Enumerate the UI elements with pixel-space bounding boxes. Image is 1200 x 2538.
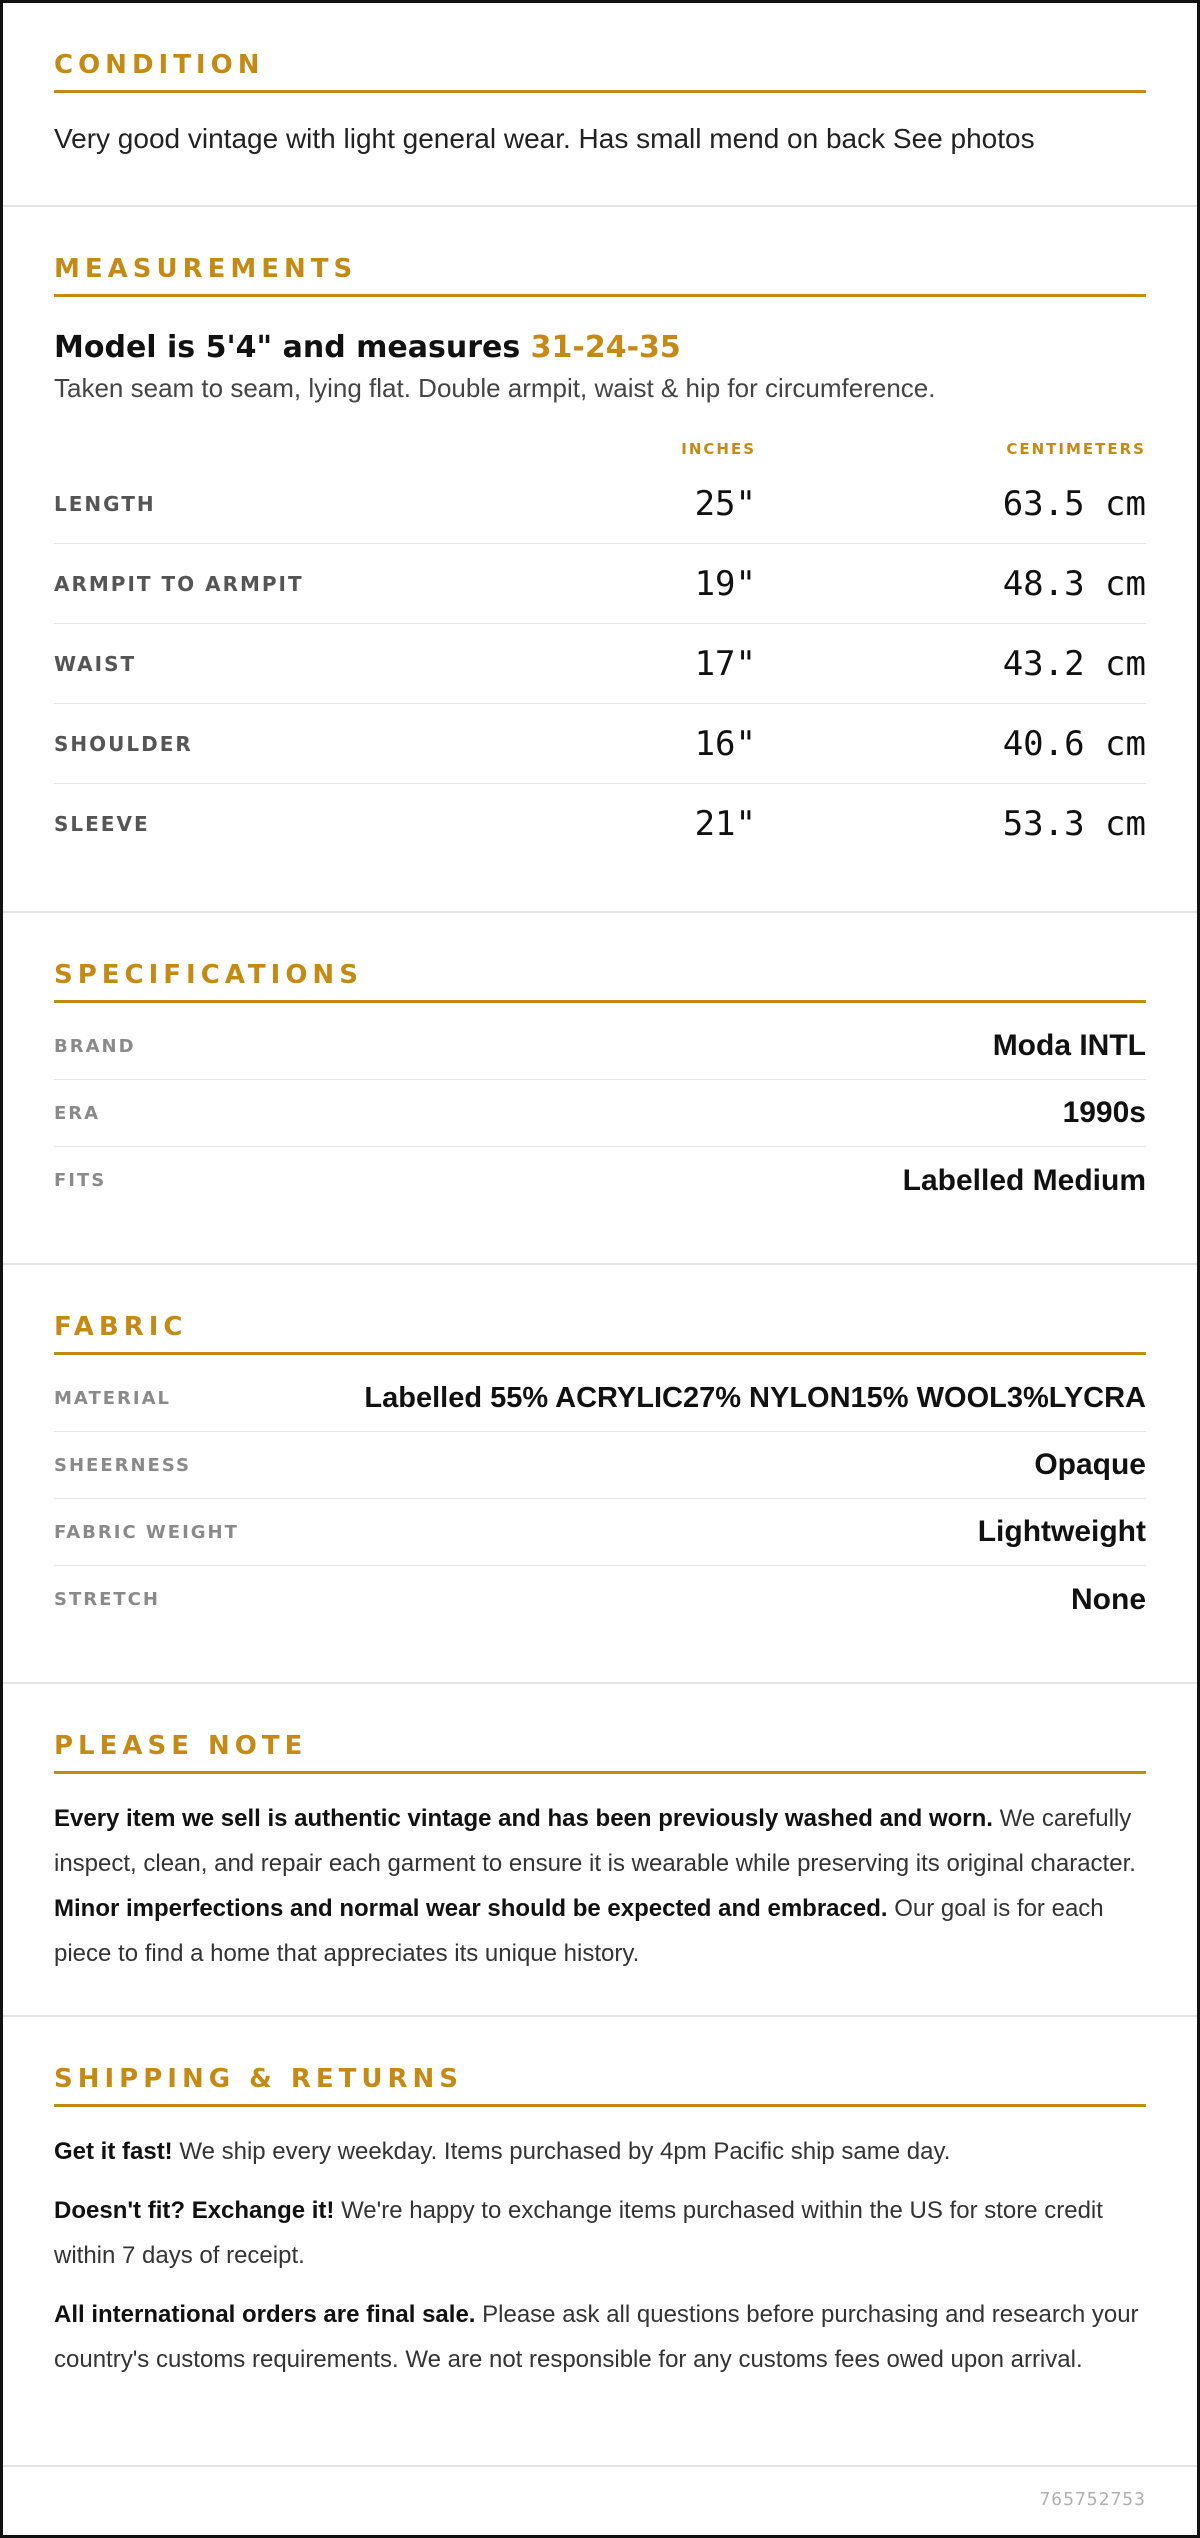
- fabric-row: [54, 1432, 1146, 1499]
- spec-row: [54, 1013, 1146, 1080]
- fabric-value: Lightweight: [977, 1515, 1146, 1548]
- shipping-text-1: We ship every weekday. Items purchased by 4pm Pacific ship same day.: [172, 2138, 951, 2165]
- note-bold-1: Every item we sell is authentic vintage and has been previously washed and worn.: [54, 1805, 993, 1832]
- measurement-label: SLEEVE: [54, 812, 150, 836]
- fabric-label: FABRIC WEIGHT: [54, 1521, 239, 1543]
- fabric-label: SHEERNESS: [54, 1454, 191, 1476]
- product-id: 765752753: [1039, 2489, 1146, 2510]
- shipping-para-fast: [54, 2129, 1146, 2174]
- model-info: [54, 330, 1146, 365]
- fabric-value: None: [1071, 1582, 1146, 1616]
- specifications-table: [54, 1013, 1146, 1214]
- specifications-title: SPECIFICATIONS: [54, 960, 1146, 1003]
- spec-label: FITS: [54, 1170, 107, 1191]
- measurement-label: SHOULDER: [54, 731, 193, 756]
- measurement-label: LENGTH: [54, 491, 156, 516]
- spec-row: [54, 1147, 1146, 1214]
- shipping-para-exchange: [54, 2188, 1146, 2278]
- fabric-value: Labelled 55% ACRYLIC27% NYLON15% WOOL3%LYCRA: [364, 1381, 1146, 1414]
- condition-section: [3, 3, 1197, 207]
- measurement-label: WAIST: [54, 651, 137, 676]
- note-text-2: Our goal is for each piece to find a home that appreciates its unique history.: [54, 1895, 1104, 1967]
- fabric-title: FABRIC: [54, 1312, 1146, 1355]
- spec-row: [54, 1080, 1146, 1147]
- note-text-1: We carefully inspect, clean, and repair each garment to ensure it is wearable while preserving its original character.: [54, 1805, 1136, 1877]
- please-note-title: PLEASE NOTE: [54, 1731, 1146, 1774]
- fabric-label: MATERIAL: [54, 1387, 171, 1409]
- measurement-note: Taken seam to seam, lying flat. Double armpit, waist & hip for circumference.: [54, 373, 936, 403]
- shipping-text-3: Please ask all questions before purchasing and research your country's customs requirements. We are not responsible for any customs fees owed upon arrival.: [54, 2301, 1139, 2373]
- spec-value: Labelled Medium: [902, 1163, 1146, 1197]
- shipping-bold-2: Doesn't fit? Exchange it!: [54, 2197, 335, 2224]
- shipping-para-international: [54, 2292, 1146, 2382]
- measurement-inches: 17": [694, 643, 756, 684]
- measurements-section: [3, 207, 1197, 913]
- shipping-bold-1: Get it fast!: [54, 2138, 173, 2165]
- condition-text: Very good vintage with light general wear. Has small mend on back See photos: [54, 123, 1035, 154]
- spec-label: ERA: [54, 1102, 101, 1124]
- measurement-row: [54, 544, 1146, 624]
- fabric-row: [54, 1365, 1146, 1432]
- fabric-row: [54, 1499, 1146, 1566]
- measurement-inches: 19": [694, 563, 756, 604]
- measurement-label: ARMPIT TO ARMPIT: [54, 571, 304, 596]
- centimeters-column-header: CENTIMETERS: [1006, 440, 1146, 458]
- fabric-label: STRETCH: [54, 1589, 160, 1610]
- fabric-table: [54, 1365, 1146, 1633]
- measurement-table: [54, 464, 1146, 864]
- measurement-cm: 40.6 cm: [1002, 723, 1146, 764]
- measurement-row: [54, 624, 1146, 704]
- please-note-section: [3, 1684, 1197, 2017]
- inches-column-header: INCHES: [681, 440, 756, 458]
- measurement-cm: 48.3 cm: [1002, 563, 1146, 604]
- fabric-section: [3, 1265, 1197, 1684]
- shipping-text-2: We're happy to exchange items purchased within the US for store credit within 7 days of receipt.: [54, 2197, 1103, 2269]
- model-info-prefix: Model is 5'4" and measures: [54, 330, 531, 365]
- specifications-section: [3, 913, 1197, 1265]
- measurement-inches: 21": [694, 804, 756, 844]
- shipping-section: [3, 2017, 1197, 2467]
- note-bold-2: Minor imperfections and normal wear should be expected and embraced.: [54, 1895, 888, 1922]
- shipping-title: SHIPPING & RETURNS: [54, 2064, 1146, 2107]
- fabric-value: Opaque: [1034, 1448, 1146, 1481]
- measurement-cm: 63.5 cm: [1002, 483, 1146, 524]
- measurement-cm: 53.3 cm: [1002, 804, 1146, 844]
- spec-value: Moda INTL: [992, 1029, 1146, 1062]
- measurements-title: MEASUREMENTS: [54, 254, 1146, 297]
- measurement-cm: 43.2 cm: [1002, 643, 1146, 684]
- measurement-header: [54, 440, 1146, 458]
- spec-value: 1990s: [1062, 1096, 1146, 1129]
- model-measures: 31-24-35: [530, 330, 681, 365]
- shipping-bold-3: All international orders are final sale.: [54, 2301, 476, 2328]
- spec-label: BRAND: [54, 1035, 136, 1057]
- measurement-inches: 16": [694, 723, 756, 764]
- please-note-text: [54, 1796, 1146, 1976]
- measurement-row: [54, 704, 1146, 784]
- condition-title: CONDITION: [54, 50, 1146, 93]
- fabric-row: [54, 1566, 1146, 1633]
- measurement-row: [54, 464, 1146, 544]
- measurement-row: [54, 784, 1146, 864]
- measurement-inches: 25": [694, 483, 756, 524]
